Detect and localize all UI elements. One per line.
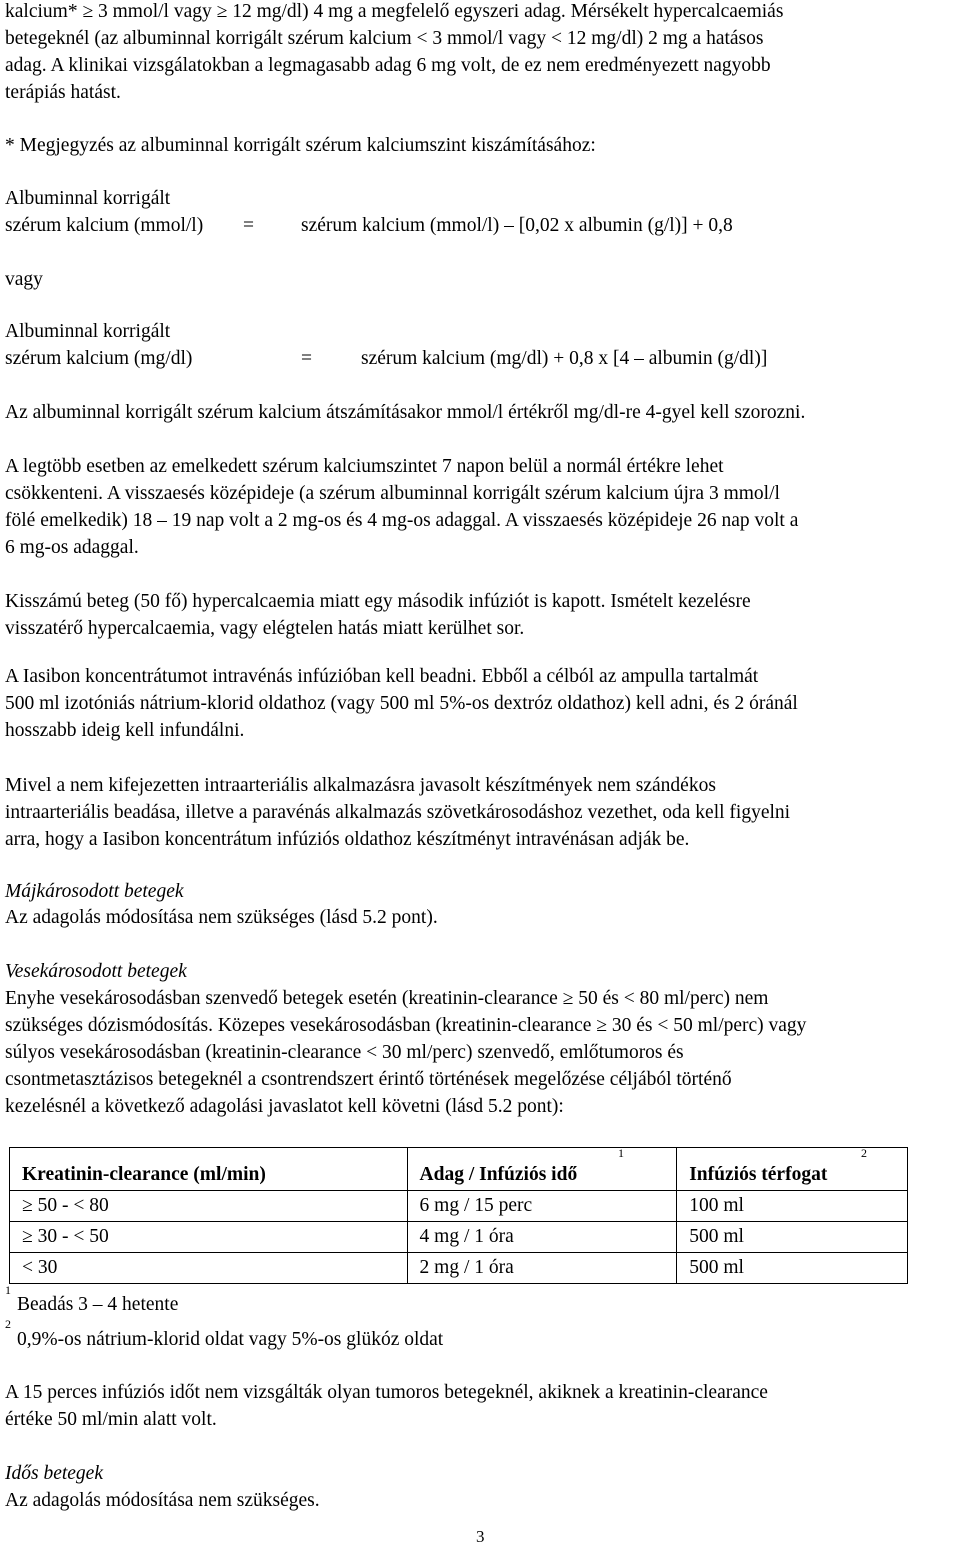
text-line: szükséges dózismódosítás. Közepes vesekárosodásban (kreatinin-clearance ≥ 30 és < 50 ml/perc) vagy [5,1015,807,1036]
table-cell: 500 ml [677,1222,908,1253]
footnote-ref: 1 [618,1146,624,1160]
text-line: A legtöbb esetben az emelkedett szérum kalciumszintet 7 napon belül a normál értékre lehet [5,456,724,477]
dosing-table [9,1147,908,1284]
formula2-equals: = [301,348,312,369]
text-line: súlyos vesekárosodásban (kreatinin-clearance < 30 ml/perc) szenvedő, emlőtumoros és [5,1042,684,1063]
text-line: csökkenteni. A visszaesés középideje (a szérum albuminnal korrigált szérum kalcium újra 3 mmol/l [5,483,780,504]
formula2-label: szérum kalcium (mg/dl) [5,348,193,369]
text-line: A Iasibon koncentrátumot intravénás infúzióban kell beadni. Ebből a célból az ampulla tartalmát [5,666,759,687]
footnote-ref: 2 [861,1146,867,1160]
conversion-note: Az albuminnal korrigált szérum kalcium átszámításakor mmol/l értékről mg/dl-re 4-gyel kell szorozni. [5,402,806,423]
formula1-label: szérum kalcium (mmol/l) [5,215,204,236]
footnote-mark: 1 [5,1283,11,1297]
table-header: Infúziós térfogat [677,1148,908,1191]
text-line: 6 mg-os adaggal. [5,537,139,558]
table-header: Adag / Infúziós idő [407,1148,677,1191]
text-line: Mivel a nem kifejezetten intraarteriális alkalmazásra javasolt készítmények nem szándékos [5,775,716,796]
table-row [10,1253,908,1284]
table-header-row [10,1148,908,1191]
table-cell: 2 mg / 1 óra [407,1253,677,1284]
footnote-text: 0,9%-os nátrium-klorid oldat vagy 5%-os glükóz oldat [17,1329,444,1350]
text-line: Enyhe vesekárosodásban szenvedő betegek esetén (kreatinin-clearance ≥ 50 és < 80 ml/perc) nem [5,988,769,1009]
table-header: Kreatinin-clearance (ml/min) [10,1148,408,1191]
table-cell: 6 mg / 15 perc [407,1191,677,1222]
text-line: visszatérő hypercalcaemia, vagy elégtelen hatás miatt kerülhet sor. [5,618,525,639]
table-cell: ≥ 50 - < 80 [10,1191,408,1222]
page-number: 3 [476,1527,485,1546]
text-line: fölé emelkedik) 18 – 19 nap volt a 2 mg-os és 4 mg-os adaggal. A visszaesés középideje 26 nap volt a [5,510,799,531]
elderly-heading: Idős betegek [5,1463,103,1484]
text-line: kalcium* ≥ 3 mmol/l vagy ≥ 12 mg/dl) 4 mg a megfelelő egyszeri adag. Mérsékelt hypercalcaemiás [5,1,784,22]
text-line: hosszabb ideig kell infundálni. [5,720,245,741]
text-line: intraarteriális beadása, illetve a paravénás alkalmazás szövetkárosodáshoz vezethet, oda kell figyelni [5,802,791,823]
formula2-rhs: szérum kalcium (mg/dl) + 0,8 x [4 – albumin (g/dl)] [361,348,768,369]
text-line: arra, hogy a Iasibon koncentrátum infúziós oldathoz készítményt intravénásan adják be. [5,829,690,850]
text-line: 500 ml izotóniás nátrium-klorid oldathoz (vagy 500 ml 5%-os dextróz oldathoz) kell adni, és 2 óránál [5,693,798,714]
table-row [10,1191,908,1222]
formula1-rhs: szérum kalcium (mmol/l) – [0,02 x albumin (g/l)] + 0,8 [301,215,733,236]
or-text: vagy [5,269,43,290]
text-line: Kisszámú beteg (50 fő) hypercalcaemia miatt egy második infúziót is kapott. Ismételt kezelésre [5,591,751,612]
renal-heading: Vesekárosodott betegek [5,961,187,982]
table-cell: < 30 [10,1253,408,1284]
table-row [10,1222,908,1253]
text-line: A 15 perces infúziós időt nem vizsgálták olyan tumoros betegeknél, akiknek a kreatinin-clearance [5,1382,768,1403]
table-cell: 100 ml [677,1191,908,1222]
text-line: kezelésnél a következő adagolási javaslatot kell követni (lásd 5.2 pont): [5,1096,564,1117]
note-heading: * Megjegyzés az albuminnal korrigált szérum kalciumszint kiszámításához: [5,135,596,156]
liver-text: Az adagolás módosítása nem szükséges (lásd 5.2 pont). [5,907,438,928]
table-cell: 500 ml [677,1253,908,1284]
text-line: terápiás hatást. [5,82,121,103]
formula1-label: Albuminnal korrigált [5,188,171,209]
text-line: értéke 50 ml/min alatt volt. [5,1409,217,1430]
table-cell: 4 mg / 1 óra [407,1222,677,1253]
text-line: adag. A klinikai vizsgálatokban a legmagasabb adag 6 mg volt, de ez nem eredményezett nagyobb [5,55,771,76]
text-line: betegeknél (az albuminnal korrigált szérum kalcium < 3 mmol/l vagy < 12 mg/dl) 2 mg a hatásos [5,28,764,49]
elderly-text: Az adagolás módosítása nem szükséges. [5,1490,320,1511]
text-line: csontmetasztázisos betegeknél a csontrendszert érintő történések megelőzése céljából történő [5,1069,732,1090]
formula1-equals: = [243,215,254,236]
footnote-text: Beadás 3 – 4 hetente [17,1294,179,1315]
formula2-label: Albuminnal korrigált [5,321,171,342]
liver-heading: Májkárosodott betegek [5,881,184,902]
footnote-mark: 2 [5,1317,11,1331]
table-cell: ≥ 30 - < 50 [10,1222,408,1253]
